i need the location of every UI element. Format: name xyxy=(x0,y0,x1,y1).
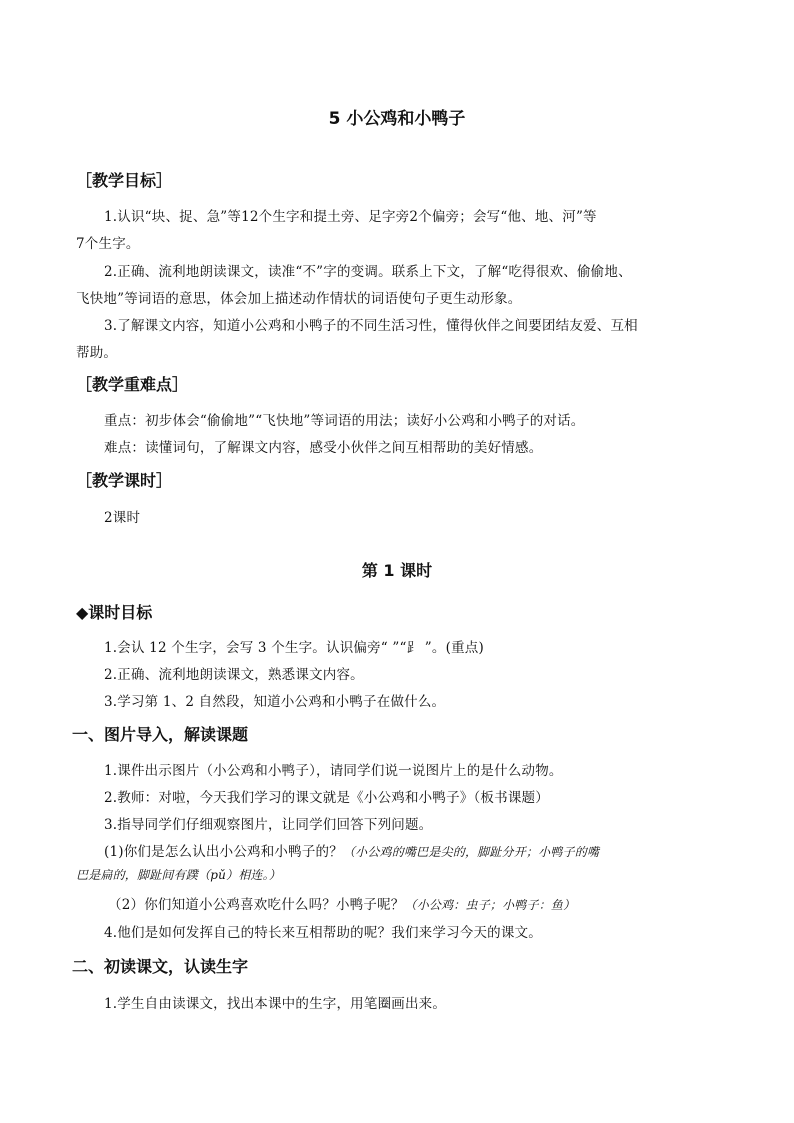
goal-line: 帮助。 xyxy=(76,345,118,361)
hours-heading: ［教学课时］ xyxy=(76,471,173,490)
answer-note: （小公鸡的嘴巴是尖的，脚趾分开；小鸭子的嘴 xyxy=(342,845,600,859)
part2-line: 1.学生自由读课文，找出本课中的生字，用笔圈画出来。 xyxy=(104,996,447,1012)
part2-heading: 二、初读课文，认读生字 xyxy=(72,957,249,976)
lesson-title: 第 1 课时 xyxy=(361,561,433,580)
question-1 xyxy=(104,840,599,860)
goals-heading: ［教学目标］ xyxy=(76,171,173,190)
part1-line: 1.课件出示图片（小公鸡和小鸭子），请同学们说一说图片上的是什么动物。 xyxy=(104,763,563,779)
objective-heading: ◆课时目标 xyxy=(76,603,153,622)
hours-value: 2课时 xyxy=(104,510,141,526)
goal-line: 1.认识“块、捉、急”等12个生字和提土旁、足字旁2个偏旁；会写“他、地、河”等 xyxy=(104,209,597,225)
page-title: 5 小公鸡和小鸭子 xyxy=(328,109,466,129)
part1-line: 4.他们是如何发挥自己的特长来互相帮助的呢？我们来学习今天的课文。 xyxy=(104,925,542,941)
question-text: (1)你们是怎么认出小公鸡和小鸭子的？ xyxy=(104,844,343,860)
question-text: （2）你们知道小公鸡喜欢吃什么吗？小鸭子呢？ xyxy=(108,897,405,913)
goal-line: 2.正确、流利地朗读课文，读准“不”字的变调。联系上下文，了解“吃得很欢、偷偷地、 xyxy=(104,264,632,280)
goal-line: 3.了解课文内容，知道小公鸡和小鸭子的不同生活习性，懂得伙伴之间要团结友爱、互相 xyxy=(104,318,638,334)
part1-heading: 一、图片导入，解读课题 xyxy=(72,725,249,744)
question-2 xyxy=(108,893,575,913)
key-heading: ［教学重难点］ xyxy=(76,375,189,394)
key-point: 重点：初步体会“偷偷地”“飞快地”等词语的用法；读好小公鸡和小鸭子的对话。 xyxy=(104,413,585,429)
answer-note: （小公鸡：虫子；小鸭子：鱼） xyxy=(404,898,576,912)
part1-line: 2.教师：对啦，今天我们学习的课文就是《小公鸡和小鸭子》（板书课题） xyxy=(104,790,549,806)
objective-line: 3.学习第 1、2 自然段，知道小公鸡和小鸭子在做什么。 xyxy=(104,694,446,710)
part1-line: 3.指导同学们仔细观察图片，让同学们回答下列问题。 xyxy=(104,817,433,833)
objective-line: 1.会认 12 个生字，会写 3 个生字。认识偏旁“ ”“⻊ ”。(重点) xyxy=(104,640,484,656)
objective-line: 2.正确、流利地朗读课文，熟悉课文内容。 xyxy=(104,667,364,683)
goal-line: 飞快地”等词语的意思，体会加上描述动作情状的词语使句子更生动形象。 xyxy=(76,291,522,307)
answer-note-cont: 巴是扁的，脚趾间有蹼（pǔ）相连。） xyxy=(76,868,282,882)
goal-line: 7个生字。 xyxy=(76,236,140,252)
key-point: 难点：读懂词句，了解课文内容，感受小伙伴之间互相帮助的美好情感。 xyxy=(104,440,543,456)
